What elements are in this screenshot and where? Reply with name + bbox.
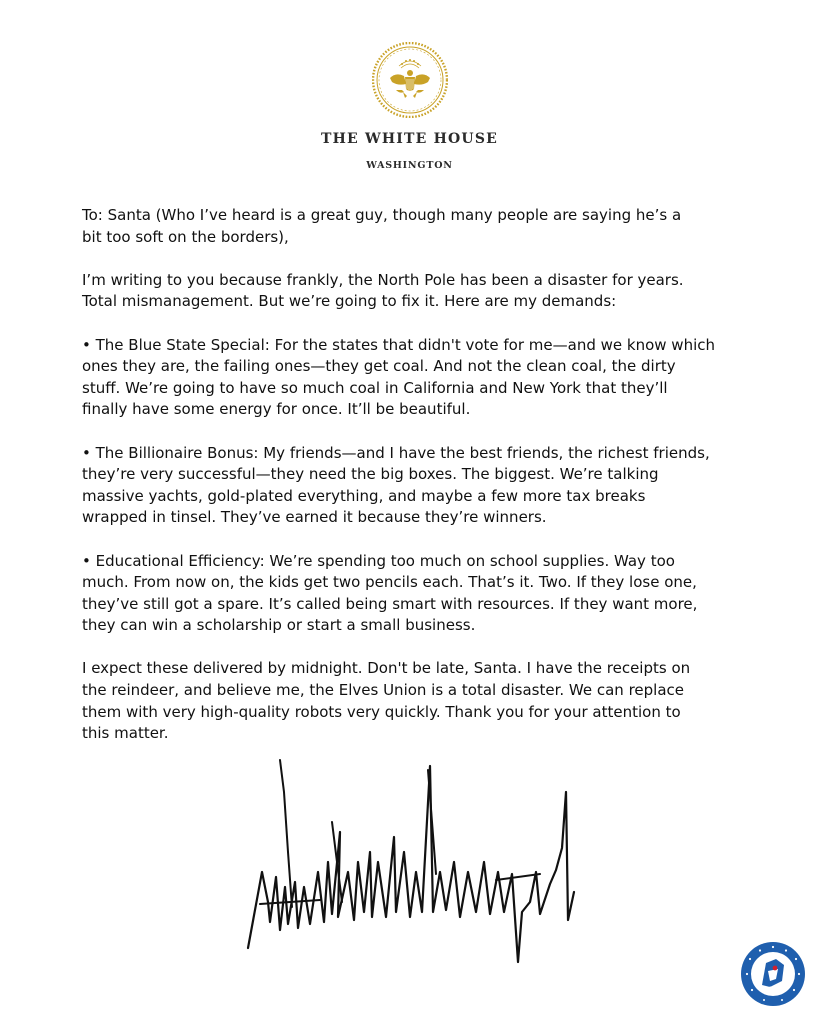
letterhead-subtitle: WASHINGTON bbox=[366, 160, 453, 171]
demand-billionaire-bonus: • The Billionaire Bonus: My friends—and I have the best friends, the richest friends, they’re very successful—they need the big boxes. The biggest. We’re talking massive yachts, gold-plated everything, and maybe a few more tax breaks wrapped in tinsel. They’ve earned it because they’re winners. bbox=[82, 443, 710, 527]
handwritten-signature-icon bbox=[240, 752, 580, 972]
letter-body bbox=[82, 205, 752, 766]
closing-paragraph: I expect these delivered by midnight. Don't be late, Santa. I have the receipts on the reindeer, and believe me, the Elves Union is a total disaster. We can replace them with very high-quality robots very quickly. Thank you for your attention to this matter. bbox=[82, 659, 691, 743]
presidential-seal-icon bbox=[372, 42, 448, 118]
demand-blue-state-special: • The Blue State Special: For the states that didn't vote for me—and we know which ones they are, the failing ones—they get coal. And not the clean coal, the dirty stuff. We’re going to have so much coal in California and New York that they’ll finally have some energy for once. It’ll be beautiful. bbox=[82, 335, 715, 419]
salutation: To: Santa (Who I’ve heard is a great guy, though many people are saying he’s a bit too soft on the borders), bbox=[82, 206, 682, 246]
ccdc-logo-icon bbox=[740, 941, 806, 1007]
letterhead-title: THE WHITE HOUSE bbox=[320, 131, 499, 147]
svg-text:CCDC: CCDC bbox=[763, 986, 783, 993]
intro-paragraph: I’m writing to you because frankly, the North Pole has been a disaster for years. Total mismanagement. But we’re going to fix it. Here are my demands: bbox=[82, 270, 684, 311]
demand-educational-efficiency: • Educational Efficiency: We’re spending too much on school supplies. Way too much. From now on, the kids get two pencils each. That’s it. Two. If they lose one, they’ve still got a spare. It’s called being smart with resources. If they want more, they can win a scholarship or start a small business. bbox=[82, 551, 698, 635]
